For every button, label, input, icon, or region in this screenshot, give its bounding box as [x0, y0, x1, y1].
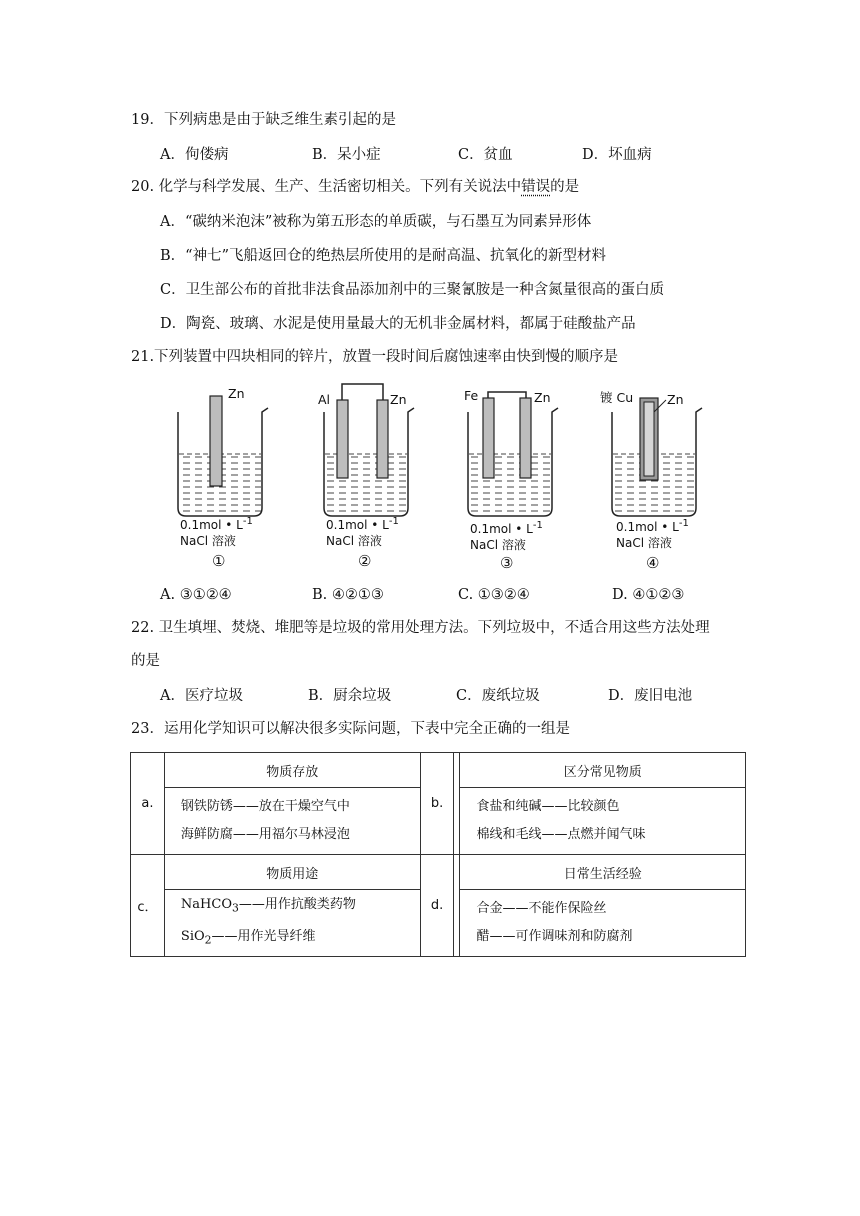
- cell-b-line-2: 棉线和毛线——点燃并闻气味: [476, 827, 646, 842]
- beaker-4-solution: NaCl 溶液: [616, 536, 672, 550]
- q20-stem: [131, 177, 579, 197]
- beaker-1-number: ①: [212, 552, 226, 570]
- q20-option-c: C．卫生部公布的首批非法食品添加剂中的三聚氰胺是一种含氮量很高的蛋白质: [160, 282, 665, 298]
- cell-c-line-1: [181, 891, 420, 923]
- wire: [342, 384, 383, 400]
- q20-option-a: A．“碳纳米泡沫”被称为第五形态的单质碳，与石墨互为同素异形体: [160, 214, 592, 230]
- cell-a-line-1: 钢铁防锈——放在干燥空气中: [180, 799, 350, 814]
- q21-stem: 21.下列装置中四块相同的锌片，放置一段时间后腐蚀速率由快到慢的顺序是: [131, 349, 619, 365]
- beaker-1-solution: NaCl 溶液: [180, 534, 236, 548]
- cell-c-formula-2-sub: 2: [204, 933, 212, 947]
- cell-b-label: b.: [420, 753, 454, 855]
- fe-electrode: [483, 398, 494, 478]
- cell-c-line-2: [181, 923, 420, 955]
- q22-stem-line1: 22. 卫生填埋、焚烧、堆肥等是垃圾的常用处理方法。下列垃圾中，不适合用这些方法处理: [131, 620, 710, 636]
- cell-a-title: 物质存放: [164, 753, 420, 788]
- cell-a-label: a.: [131, 753, 165, 855]
- beaker-1-caption: [180, 514, 253, 549]
- cell-c-body: [164, 890, 420, 957]
- cell-c-title: 物质用途: [164, 855, 420, 890]
- q23-stem: 23．运用化学知识可以解决很多实际问题，下表中完全正确的一组是: [131, 721, 570, 737]
- beaker-2-conc: 0.1mol • L: [326, 518, 389, 532]
- beaker-3-number: ③: [500, 554, 514, 572]
- q19-option-d: D．坏血病: [582, 147, 652, 163]
- q20-stem-tail: 的是: [550, 179, 580, 195]
- cell-d-line-2: 醋——可作调味剂和防腐剂: [476, 929, 633, 944]
- zn-electrode: [644, 402, 654, 476]
- q21-option-d: D. ④①②③: [612, 587, 685, 603]
- beaker-4-label-zn: Zn: [667, 392, 684, 407]
- q20-option-b: B．“神七”飞船返回仓的绝热层所使用的是耐高温、抗氧化的新型材料: [160, 248, 606, 264]
- cell-b-title: 区分常见物质: [460, 753, 746, 788]
- beaker-3-label-zn: Zn: [534, 390, 551, 405]
- wire: [488, 392, 526, 398]
- q19-option-c: C．贫血: [458, 147, 513, 163]
- cell-b-line-1: 食盐和纯碱——比较颜色: [476, 799, 620, 814]
- beaker-3: [468, 392, 558, 516]
- q19-option-b: B．呆小症: [312, 147, 381, 163]
- beaker-3-label-fe: Fe: [464, 388, 479, 403]
- beaker-2-solution: NaCl 溶液: [326, 534, 382, 548]
- q20-option-d: D．陶瓷、玻璃、水泥是使用量最大的无机非金属材料，都属于硅酸盐产品: [160, 316, 636, 332]
- cell-d-title: 日常生活经验: [460, 855, 746, 890]
- cell-c-label: c．: [131, 855, 165, 957]
- q22-option-a: A．医疗垃圾: [160, 688, 243, 704]
- q21-option-b: B. ④②①③: [312, 587, 384, 603]
- cell-a-line-2: 海鲜防腐——用福尔马林浸泡: [180, 827, 350, 842]
- q23-table: [130, 752, 746, 957]
- cell-a-body: [164, 788, 420, 855]
- cell-c-use-2: ——用作光导纤维: [211, 929, 316, 944]
- cell-d-body: [460, 890, 746, 957]
- q22-stem-line2: 的是: [131, 653, 160, 669]
- al-electrode: [337, 400, 348, 478]
- beaker-4-label-cu: 镀 Cu: [600, 390, 634, 405]
- q22-option-c: C．废纸垃圾: [456, 688, 540, 704]
- beaker-1: [178, 396, 268, 516]
- q22-option-b: B．厨余垃圾: [308, 688, 392, 704]
- cell-c-formula-1-sub: 3: [232, 902, 239, 915]
- beaker-1-conc-sup: -1: [242, 516, 253, 527]
- cell-d-line-1: 合金——不能作保险丝: [476, 901, 607, 916]
- q20-stem-text: 20. 化学与科学发展、生产、生活密切相关。下列有关说法中: [131, 179, 522, 195]
- beaker-4-conc: 0.1mol • L: [616, 520, 679, 534]
- zn-electrode: [520, 398, 531, 478]
- beaker-4-number: ④: [646, 554, 660, 572]
- beaker-3-caption: [470, 518, 543, 553]
- q19-stem: 19．下列病患是由于缺乏维生素引起的是: [131, 112, 396, 128]
- beaker-3-solution: NaCl 溶液: [470, 538, 526, 552]
- beaker-2-conc-sup: -1: [388, 516, 399, 527]
- beaker-4-conc-sup: -1: [678, 518, 689, 529]
- beaker-3-conc-sup: -1: [532, 520, 543, 531]
- zn-electrode: [377, 400, 388, 478]
- cell-b-body: [460, 788, 746, 855]
- apparatus-figure: [170, 382, 710, 572]
- cell-c-formula-2: SiO: [180, 929, 205, 944]
- beaker-1-conc: 0.1mol • L: [180, 518, 243, 532]
- q20-stem-emphasis: 错误: [521, 179, 551, 195]
- cell-d-label: d.: [420, 855, 454, 957]
- beaker-2-number: ②: [358, 552, 372, 570]
- q21-option-c: C. ①③②④: [458, 587, 530, 603]
- q21-option-a: A. ③①②④: [160, 587, 232, 603]
- cell-c-formula-1: NaHCO: [180, 897, 232, 913]
- beaker-2-label-zn: Zn: [390, 392, 407, 407]
- beaker-3-conc: 0.1mol • L: [470, 522, 533, 536]
- beaker-2-caption: [326, 514, 399, 549]
- beaker-1-label-zn: Zn: [228, 386, 245, 401]
- beaker-4-caption: [616, 516, 689, 551]
- zn-electrode: [210, 396, 222, 486]
- q19-option-a: A．佝偻病: [160, 147, 229, 163]
- cell-c-use-1: ——用作抗酸类药物: [238, 897, 356, 913]
- q22-option-d: D．废旧电池: [608, 688, 693, 704]
- beaker-4: [612, 398, 702, 516]
- beaker-2-label-al: Al: [318, 392, 331, 407]
